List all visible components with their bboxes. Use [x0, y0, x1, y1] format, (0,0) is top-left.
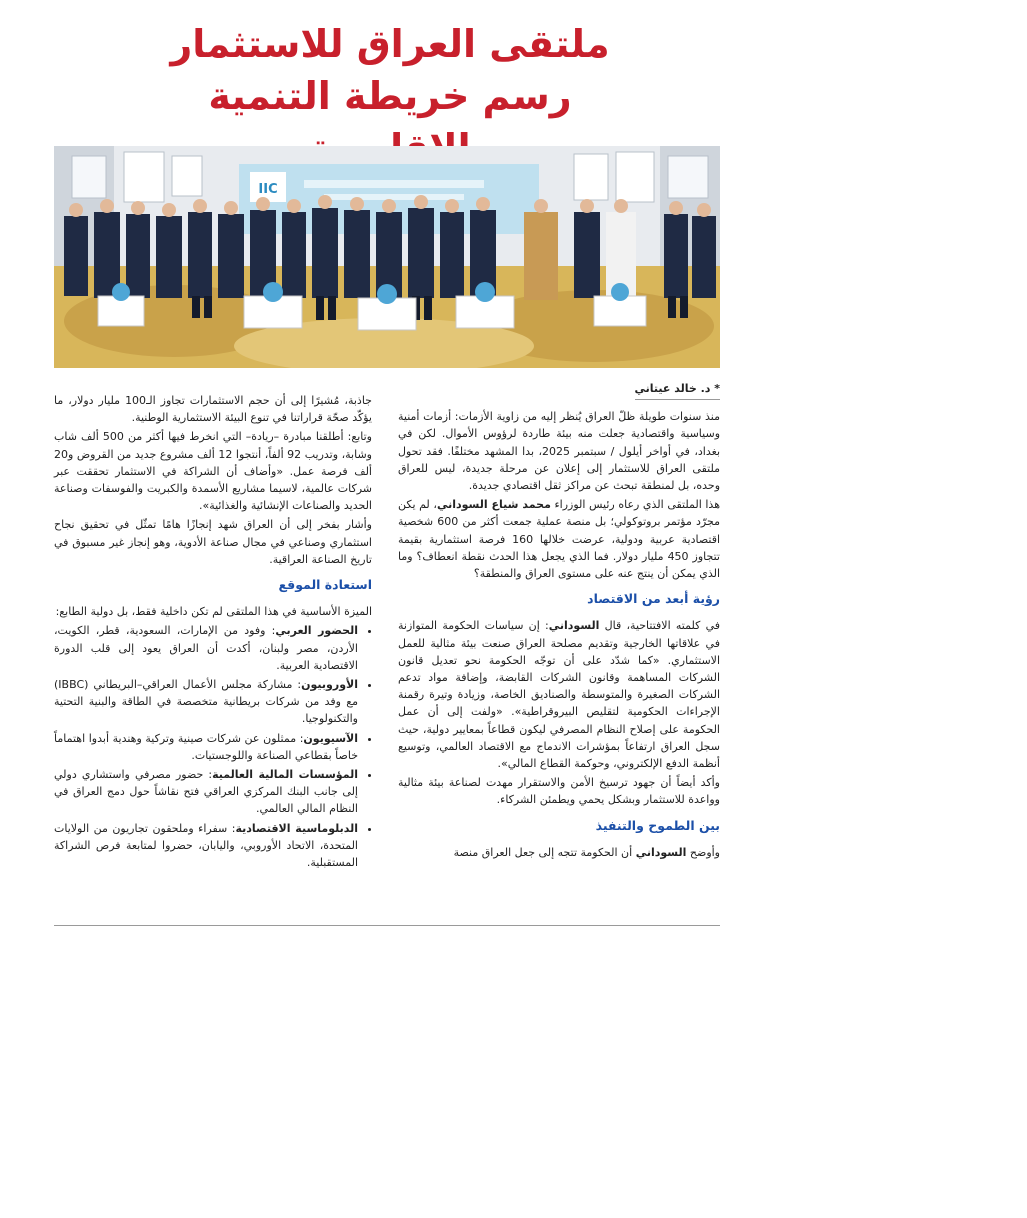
article-left-column [54, 392, 372, 873]
participants-list [54, 622, 372, 871]
left-paragraph-2: وتابع: أطلقنا مبادرة –ريادة– التي انخرط فيها أكثر من 500 ألف شاب وشابة، وتدريب 92 ألفاً، أنتجوا 12 ألف مشروع جديد من القروض و20 ألف فرصة عمل. «وأضاف أن الشراكة في الاستثمار تحققت عبر شركات عالمية، لاسيما مشاريع الأسمدة والكبريت والفوسفات وصناعة الحديد والصناعات الإنشائية والغذائية». [54, 430, 372, 513]
list-item: • الدبلوماسية الاقتصادية: سفراء وملحقون تجاريون من الولايات المتحدة، الاتحاد الأوروبي، واليابان، حضروا لمتابعة فرص الشراكة المستقبلية. [54, 820, 358, 872]
subheading-position: استعادة الموقع [278, 577, 372, 593]
left-paragraph-1: جاذبة، مُشيرًا إلى أن حجم الاستثمارات تجاوز الـ100 مليار دولار، ما يؤكّد صحّة قراراتنا في تنوع البيئة الاستثمارية الوطنية. [54, 394, 372, 425]
right-paragraph-3: في كلمته الافتتاحية، قال السوداني: إن سياسات الحكومة المتوازنة في علاقاتها الخارجية وتقديم مصلحة العراق صنعت بيئة مثالية للعمل الاستثماري. «كما شدّد على أن توجّه الحكومة نحو تعديل قانون الشركات المساهمة وقانون الشركات القابضة، وإضافة مواد تدعم الشركات الصغيرة والمتوسطة والصناديق الخاصة، وزيادة وتيرة رقمنة الإجراءات الحكومية لتقليص البيروقراطية». «ولفت إلى أن عمل الحكومة على إصلاح النظام المصرفي ليكون قطاعاً بمعايير دولية، حيث سجل العراق ارتفاعاً بمؤشرات الاندماج مع الاقتصاد العالمي، وتوسيع أنظمة الدفع الإلكتروني، وحوكمة القطاع المالي». [398, 619, 720, 771]
article-right-column [398, 380, 720, 863]
right-paragraph-4: وأكد أيضاً أن جهود ترسيخ الأمن والاستقرار مهدت لصناعة بيئة مثالية وواعدة للاستثمار وبشكل يحمي ويطمئن الشركاء. [398, 776, 720, 807]
list-item: • الآسيويون: ممثلون عن شركات صينية وتركية وهندية أبدوا اهتماماً خاصاً بقطاعي الصناعة واللوجستيات. [54, 730, 358, 764]
left-paragraph-4: الميزة الأساسية في هذا الملتقى لم تكن داخلية فقط، بل دولية الطابع: [55, 605, 372, 619]
list-item: • الأوروبيون: مشاركة مجلس الأعمال العراقي–البريطاني (IBBC) مع وفد من شركات بريطانية متخصصة في الطاقة والبنية التحتية والتكنولوجيا. [54, 676, 358, 728]
right-paragraph-2: هذا الملتقى الذي رعاه رئيس الوزراء محمد شياع السوداني، لم يكن مجرّد مؤتمر بروتوكولي؛ بل منصة عملية جمعت أكثر من 600 شخصية اقتصادية عربية ودولية، عرضت خلالها 160 فرصة استثمارية بقيمة تتجاوز 450 مليار دولار. فما الذي يجعل هذا الحدث نقطة انعطاف؟ وما الذي يمكن أن ينتج عنه على مستوى العراق والمنطقة؟ [398, 498, 721, 581]
headline-line-1: ملتقى العراق للاستثمار [170, 22, 610, 66]
list-item: • المؤسسات المالية العالمية: حضور مصرفي واستشاري دولي إلى جانب البنك المركزي العراقي فتح نقاشاً حول دمج العراق في النظام المالي العالمي. [54, 766, 358, 818]
left-paragraph-3: وأشار بفخر إلى أن العراق شهد إنجازًا هامًا تمثّل في تحقيق نجاح استثماري وصناعي في مجال صناعة الأدوية، وهو إنجاز غير مسبوق في تاريخ الصناعة العراقية. [54, 518, 372, 566]
list-item: • الحضور العربي: وفود من الإمارات، السعودية، قطر، الكويت، الأردن، مصر ولبنان، أكدت أن العراق يعود إلى قلب الدورة الاقتصادية العربية. [54, 622, 358, 674]
bottom-divider [54, 925, 720, 926]
conference-photo [54, 146, 720, 368]
right-paragraph-1: منذ سنوات طويلة ظلّ العراق يُنظر إليه من زاوية الأزمات: أزمات أمنية وسياسية واقتصادية جعلت منه بيئة طاردة لرؤوس الأموال. لكن في بغداد، في أواخر أيلول / سبتمبر 2025، بدا المشهد مختلفًا. فقد تحول ملتقى العراق للاستثمار إلى إعلان عن مرحلة جديدة، ليس للعراق وحده، بل لمنطقة تبحث عن مراكز ثقل اقتصادي جديدة. [398, 410, 721, 493]
subheading-vision: رؤية أبعد من الاقتصاد [587, 591, 720, 607]
author-byline: * د. خالد عيتاني [635, 380, 721, 400]
banner-logo: IIC [258, 182, 278, 197]
headline-line-2: رسم خريطة التنمية [208, 74, 572, 118]
name-highlight: محمد شياع السوداني [436, 498, 551, 512]
right-paragraph-5: وأوضح السوداني أن الحكومة تتجه إلى جعل العراق منصة [453, 845, 720, 859]
subheading-ambition: بين الطموح والتنفيذ [595, 817, 720, 833]
